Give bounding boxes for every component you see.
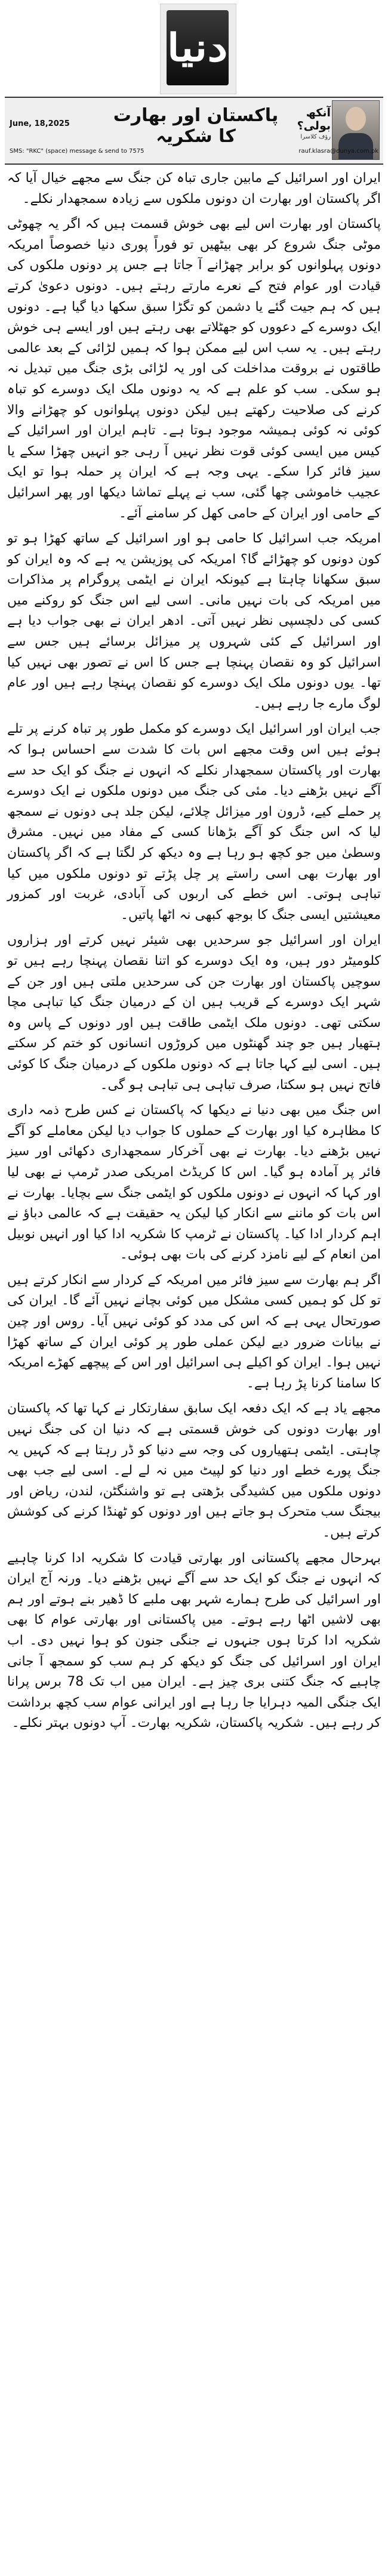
writer-byline: رؤف کلاسرا (300, 134, 331, 140)
paragraph-1: ایران اور اسرائیل کے مابین جاری تباہ کن جنگ سے مجھے خیال آیا کہ اگر پاکستان اور بھارت ان دونوں ملکوں سے زیادہ سمجھدار نکلے۔ (7, 171, 381, 206)
paragraph-2: پاکستان اور بھارت اس لیے بھی خوش قسمت ہیں کہ اگر یہ چھوٹی موٹی جنگ شروع کر بھی بیٹھیں تو فوراً پوری دنیا خصوصاً امریکہ دونوں پہلوانوں کو برابر چھڑانے آ جاتا ہے جس پر دونوں ملکوں کی قیادت اور عوام فتح کے نعرے مارتے رہتے ہیں۔ دونوں دعویٰ کرتے ہیں کہ ہم جیت گئے یا دشمن کو تگڑا سبق سکھا دیا گیا ہے۔ دونوں ایک دوسرے کے دعووں کو جھٹلاتے بھی رہتے ہیں اور ایسے ہی خوش رہتے ہیں۔ یہ سب اس لیے ممکن ہوا کہ ہمیں لڑائی کے بعد عالمی طاقتوں نے بروقت مداخلت کی اور یہ لڑائی بڑی جنگ میں تبدیل نہ ہو سکی۔ سب کو علم ہے کہ یہ دونوں ملک ایک دوسرے کو تباہ کرنے کی صلاحیت رکھتے ہیں لیکن دونوں پہلوانوں کو چھڑانے والا کوئی نہ کوئی ہمیشہ موجود ہوتا ہے۔ تاہم ایران اور اسرائیل کے کیس میں ایسی کوئی قوت نظر نہیں آ رہی جو انہیں چھڑا سکے یا سیز فائر کرا سکے۔ یہی وجہ ہے کہ ایران پر حملہ ہوا تو ایک عجیب خاموشی چھا گئی، سب نے پہلے تماشا دیکھا اور پھر اسرائیل کے حامی اور ایران کے حامی کھل کر سامنے آئے۔ (7, 217, 381, 521)
writer-name: آنکھ بولی؟ (297, 106, 331, 132)
column-title: پاکستان اور بھارت کا شکریہ (113, 105, 279, 147)
logo-text: دنیا (167, 25, 229, 70)
paragraph-7: اگر ہم بھارت سے سیز فائر میں امریکہ کے کردار سے انکار کرتے ہیں تو کل کو ہمیں کسی مشکل میں کوئی بچانے نہیں آئے گا۔ ایران کی صورتحال یہی ہے کہ اس کی مدد کو کوئی نہیں آیا۔ روس اور چین نے بیانات ضرور دیے لیکن عملی طور پر کوئی ایران کے ساتھ کھڑا نہیں ہوا۔ ایران کو اکیلے ہی اسرائیل اور اس کے پیچھے کھڑے امریکہ کا سامنا کرنا پڑ رہا ہے۔ (7, 1272, 381, 1391)
paragraph-9: بہرحال مجھے پاکستانی اور بھارتی قیادت کا شکریہ ادا کرنا چاہیے کہ انہوں نے جنگ کو ایک حد سے آگے نہیں بڑھنے دیا۔ ورنہ آج ایران اور اسرائیل کی طرح ہمارے شہر بھی ملبے کا ڈھیر بنے ہوتے اور ہم بھی لاشیں اٹھا رہے ہوتے۔ میں پاکستانی اور بھارتی عوام کا بھی شکریہ ادا کرتا ہوں جنہوں نے جنگی جنون کو ہوا نہیں دی۔ اب ایران اور اسرائیل کی جنگ کو دیکھ کر ہم سب کو سمجھ آ جانی چاہیے کہ جنگ کتنی بری چیز ہے۔ ایران میں اب تک 78 برس پرانا ایک جنگی المیہ دہرایا جا رہا ہے اور ایرانی عوام سب کچھ برداشت کر رہے ہیں۔ شکریہ پاکستان، شکریہ بھارت۔ آپ دونوں بہتر نکلے۔ (7, 1550, 381, 1731)
sms-instructions: SMS: "RKC" (space) message & send to 7575 (10, 148, 144, 155)
paragraph-8: مجھے یاد ہے کہ ایک دفعہ ایک سابق سفارتکار نے کہا تھا کہ پاکستان اور بھارت دونوں کی خوش قسمتی ہے کہ دنیا ان کی جنگ نہیں چاہتی۔ ایٹمی ہتھیاروں کی وجہ سے دنیا کو ڈر رہتا ہے کہ کہیں یہ جنگ پورے خطے اور دنیا کو لپیٹ میں نہ لے لے۔ اسی لیے جب بھی دونوں ملکوں میں کشیدگی بڑھتی ہے تو واشنگٹن، لندن، ریاض اور بیجنگ سب متحرک ہو جاتے ہیں اور دونوں کو ٹھنڈا کرنے کی کوشش کرتے ہیں۔ (7, 1401, 381, 1540)
column-header (5, 97, 383, 165)
photo-head (346, 107, 366, 131)
article-body (7, 168, 381, 1739)
paragraph-6: اس جنگ میں بھی دنیا نے دیکھا کہ پاکستان نے کس طرح ذمہ داری کا مظاہرہ کیا اور بھارت کے حملوں کا جواب دیا لیکن معاملے کو آگے نہیں بڑھنے دیا۔ بھارت نے بھی آخرکار سمجھداری دکھائی اور سیز فائر پر آمادہ ہو گیا۔ اس کا کریڈٹ امریکی صدر ٹرمپ نے بھی لیا اور کہا کہ انہوں نے دونوں ملکوں کو ایٹمی جنگ سے بچایا۔ بھارت نے اس بات کو ماننے سے انکار کیا لیکن یہ حقیقت ہے کہ عالمی دباؤ نے اہم کردار ادا کیا۔ پاکستان نے ٹرمپ کا شکریہ ادا کیا اور انہیں نوبیل امن انعام کے لیے نامزد کرنے کی بات بھی ہوئی۔ (7, 1103, 381, 1263)
logo-mark (167, 10, 229, 85)
photo-body (338, 133, 373, 159)
writer-email: rauf.klasra@dunya.com.pk (298, 148, 378, 155)
paragraph-4: جب ایران اور اسرائیل ایک دوسرے کو مکمل طور پر تباہ کرنے پر تلے ہوئے ہیں اس وقت مجھے اس بات کا شدت سے احساس ہوا کہ بھارت اور پاکستان سمجھدار نکلے کہ انہوں نے جنگ کو ایک حد سے آگے نہیں بڑھنے دیا۔ مئی کی جنگ میں دونوں ملکوں نے ایک دوسرے پر حملے کیے، ڈرون اور میزائل چلائے، لیکن جلد ہی دونوں نے سمجھ لیا کہ اس جنگ کو آگے بڑھانا کسی کے مفاد میں نہیں۔ مشرق وسطیٰ میں جو کچھ ہو رہا ہے وہ دیکھ کر لگتا ہے کہ اگر پاکستان اور بھارت بھی اسی راستے پر چل پڑتے تو دونوں ملکوں میں کیا تباہی ہوتی۔ اس خطے کی اربوں کی آبادی، غربت اور کمزور معیشتیں ایسی جنگ کا بوجھ کبھی نہ اٹھا پاتیں۔ (7, 721, 381, 923)
paragraph-3: امریکہ جب اسرائیل کا حامی ہو اور اسرائیل کے ساتھ کھڑا ہو تو کون دونوں کو چھڑائے گا؟ امریکہ کی پوزیشن یہ ہے کہ وہ ایران کو سبق سکھانا چاہتا ہے کیونکہ ایران نے ایٹمی پروگرام پر مذاکرات میں امریکہ کی بات نہیں مانی۔ اسی لیے اس جنگ کو روکنے میں کسی کی دلچسپی نظر نہیں آتی۔ ادھر ایران نے بھی جواب دیا ہے اور اسرائیل کے کئی شہروں پر میزائل برسائے ہیں جس سے اسرائیل کو وہ نقصان پہنچا ہے جس کا اس نے تصور بھی نہیں کیا تھا۔ یوں دونوں ملک ایک دوسرے کو نقصان پہنچا رہے ہیں اور عام لوگ مارے جا رہے ہیں۔ (7, 531, 381, 711)
newspaper-logo (160, 4, 236, 94)
column-date: June, 18,2025 (10, 119, 70, 128)
paragraph-5: ایران اور اسرائیل جو سرحدیں بھی شیئر نہیں کرتے اور ہزاروں کلومیٹر دور ہیں، وہ ایک دوسرے کو اتنا نقصان پہنچا رہے ہیں تو سوچیں پاکستان اور بھارت جن کی سرحدیں ملتی ہیں اور جن کے شہر ایک دوسرے کے قریب ہیں ان کے درمیان جنگ کیا تباہی مچا سکتی تھی۔ دونوں ملک ایٹمی طاقت ہیں اور دونوں کے پاس وہ ہتھیار ہیں جو چند گھنٹوں میں کروڑوں انسانوں کو ختم کر سکتے ہیں۔ اسی لیے کہا جاتا ہے کہ دونوں ملکوں کے درمیان جنگ کا کوئی فاتح نہیں ہو سکتا، صرف تباہی ہی تباہی ہو گی۔ (7, 933, 381, 1093)
